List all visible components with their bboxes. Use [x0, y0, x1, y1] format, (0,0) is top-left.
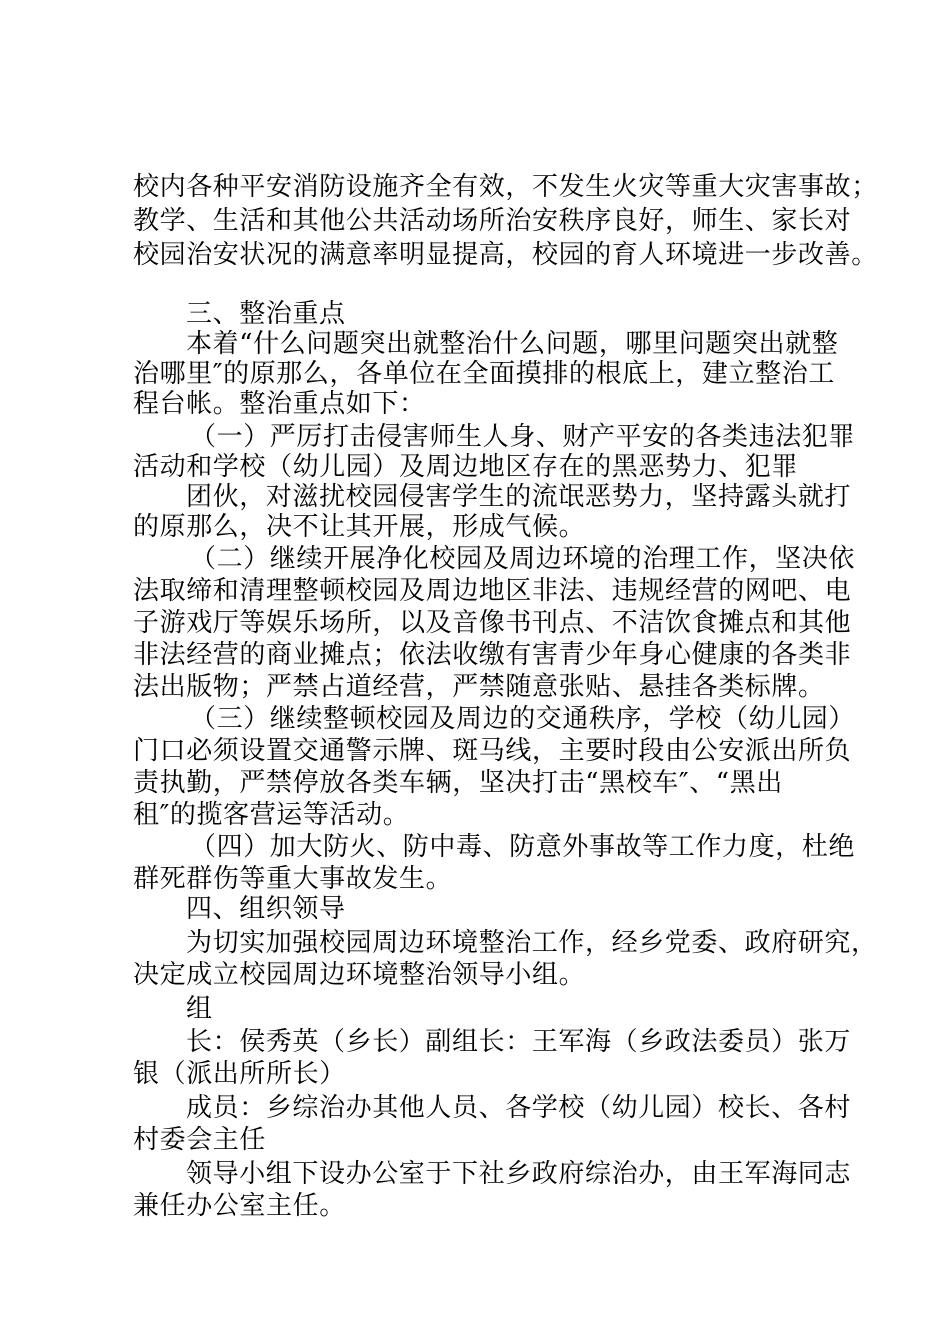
text-line: 银（派出所所长） — [133, 1059, 346, 1089]
text-line: 法出版物；严禁占道经营，严禁随意张贴、悬挂各类标牌。 — [133, 672, 825, 702]
text-line: 门口必须设置交通警示牌、斑马线，主要时段由公安派出所负 — [133, 736, 852, 766]
text-line: 责执勤，严禁停放各类车辆，坚决打击“黑校车″、“黑出 — [133, 768, 783, 798]
text-line: 为切实加强校园周边环境整治工作，经乡党委、政府研究， — [186, 928, 878, 958]
text-line: 法取缔和清理整顿校园及周边地区非法、违规经营的网吧、电 — [133, 576, 852, 606]
text-line: 兼任办公室主任。 — [133, 1191, 346, 1221]
text-line: 长：侯秀英（乡长）副组长：王军海（乡政法委员）张万 — [186, 1027, 852, 1057]
text-line: 成员：乡综治办其他人员、各学校（幼儿园）校长、各村 — [186, 1093, 852, 1123]
text-line: （三）继续整顿校园及周边的交通秩序，学校（幼儿园） — [190, 704, 856, 734]
text-line: 租″的揽客营运等活动。 — [133, 800, 410, 830]
text-line: 团伙，对滋扰校园侵害学生的流氓恶势力，坚持露头就打 — [186, 482, 852, 512]
text-line: 治哪里″的原那么，各单位在全面摸排的根底上，建立整治工 — [133, 359, 835, 389]
text-line: 子游戏厅等娱乐场所，以及音像书刊点、不洁饮食摊点和其他 — [133, 608, 852, 638]
text-line: 决定成立校园周边环境整治领导小组。 — [133, 960, 586, 990]
text-line: 非法经营的商业摊点；依法收缴有害青少年身心健康的各类非 — [133, 640, 852, 670]
text-line: 的原那么，决不让其开展，形成气候。 — [133, 512, 586, 542]
text-line: 群死群伤等重大事故发生。 — [133, 864, 453, 894]
text-line: 教学、生活和其他公共活动场所治安秩序良好，师生、家长对 — [133, 206, 852, 236]
text-line: （四）加大防火、防中毒、防意外事故等工作力度，杜绝 — [190, 832, 856, 862]
text-line: 校园治安状况的满意率明显提高，校园的育人环境进一步改善。 — [133, 240, 878, 270]
text-line: 村委会主任 — [133, 1125, 267, 1155]
text-line: 活动和学校（幼儿园）及周边地区存在的黑恶势力、犯罪 — [133, 452, 799, 482]
text-line: 领导小组下设办公室于下社乡政府综治办，由王军海同志 — [186, 1159, 852, 1189]
text-line: 组 — [186, 994, 213, 1024]
text-line: 本着“什么问题突出就整治什么问题，哪里问题突出就整 — [186, 329, 839, 359]
section-heading: 三、整治重点 — [186, 299, 346, 329]
text-line: 程台帐。整治重点如下： — [133, 389, 426, 419]
section-heading: 四、组织领导 — [186, 894, 346, 924]
text-line: （一）严厉打击侵害师生人身、财产平安的各类违法犯罪 — [190, 422, 856, 452]
text-line: 校内各种平安消防设施齐全有效，不发生火灾等重大灾害事故； — [133, 172, 878, 202]
text-line: （二）继续开展净化校园及周边环境的治理工作，坚决依 — [190, 544, 856, 574]
